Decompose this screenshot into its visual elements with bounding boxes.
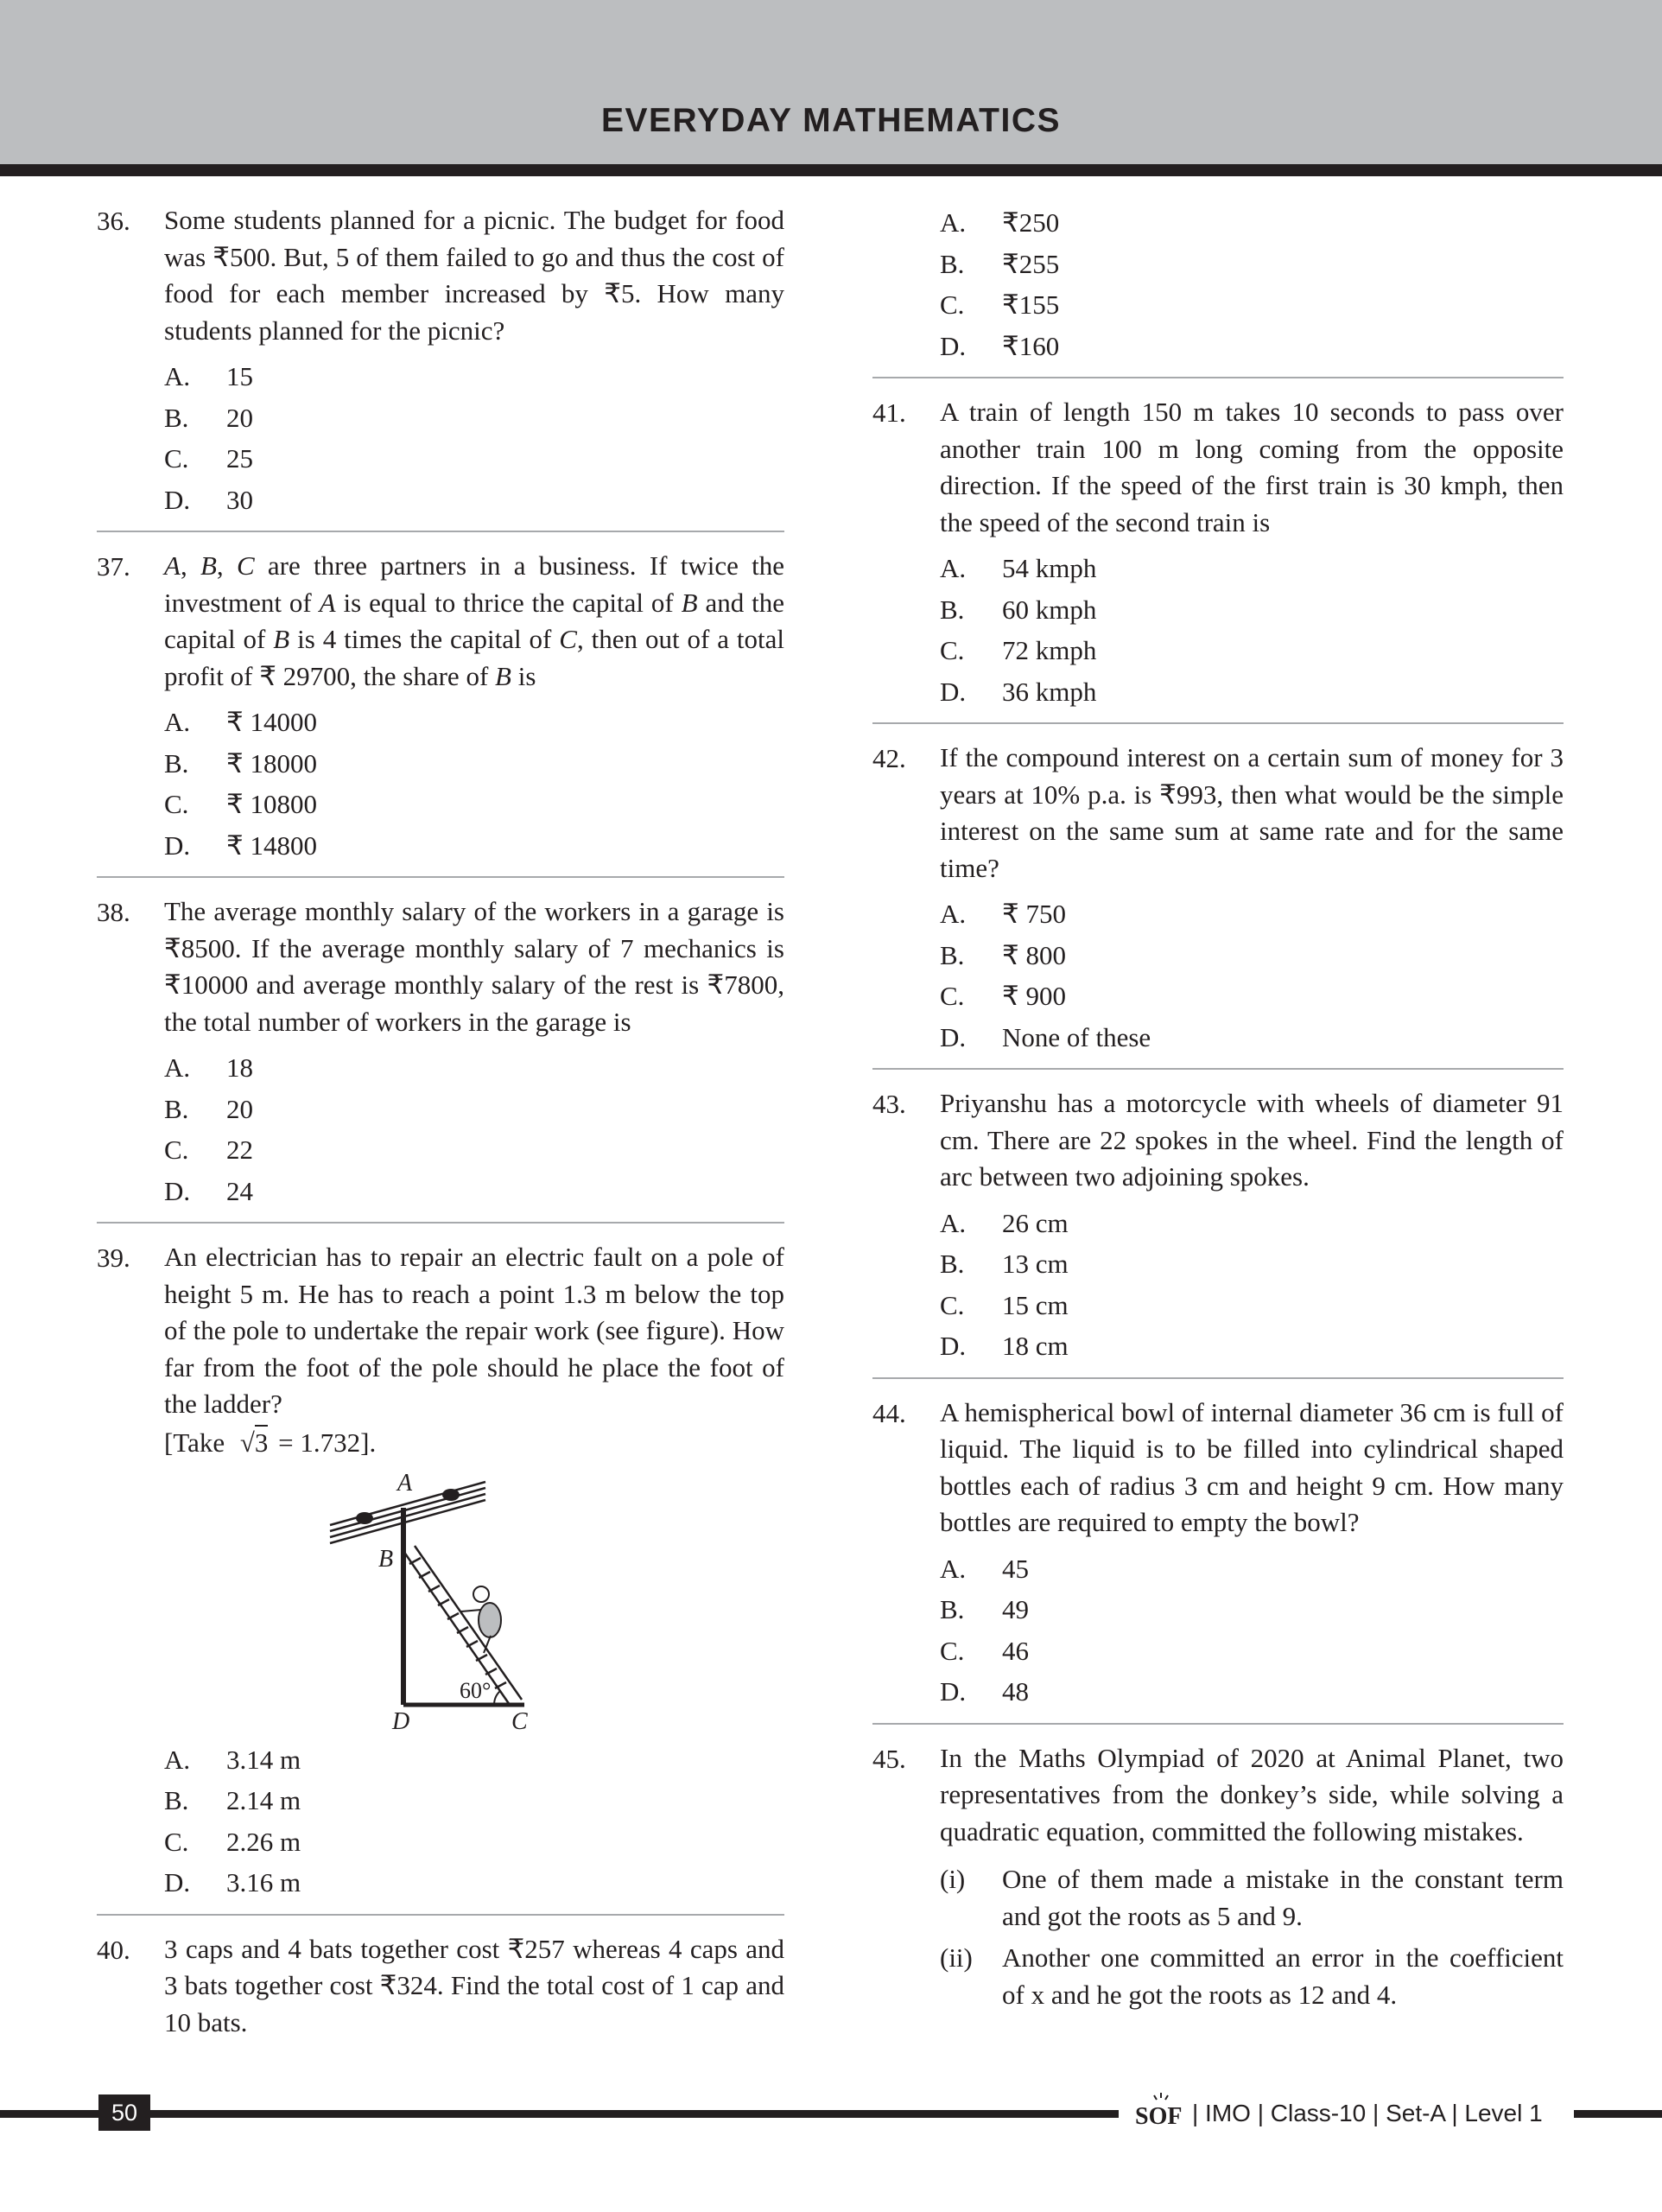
option-c[interactable] — [940, 630, 1564, 671]
option-d[interactable] — [940, 1671, 1564, 1713]
option-letter: A. — [164, 1052, 191, 1083]
sub-label: (ii) — [940, 1942, 973, 1973]
option-d[interactable] — [940, 1325, 1564, 1367]
option-d[interactable] — [164, 1171, 784, 1212]
option-text: 13 cm — [1002, 1249, 1069, 1279]
right-column — [872, 202, 1564, 2018]
option-text: 22 — [226, 1135, 253, 1165]
question-separator — [97, 876, 784, 878]
option-letter: C. — [164, 443, 189, 474]
option-text: 60 kmph — [1002, 594, 1097, 625]
option-letter: C. — [940, 1289, 965, 1320]
option-letter: C. — [940, 981, 965, 1011]
option-letter: B. — [940, 594, 965, 625]
options-list — [164, 702, 784, 866]
option-d[interactable] — [164, 825, 784, 867]
question-37 — [97, 548, 784, 866]
sqrt-symbol-icon: √ — [239, 1427, 255, 1458]
option-text: 20 — [226, 1093, 253, 1124]
question-36 — [97, 202, 784, 520]
options-list — [164, 1047, 784, 1211]
option-text: 24 — [226, 1175, 253, 1206]
option-a[interactable] — [940, 202, 1564, 244]
option-text: 46 — [1002, 1635, 1029, 1666]
option-text: 54 kmph — [1002, 553, 1097, 583]
option-letter: D. — [940, 676, 967, 707]
sub-text: Another one committed an error in the coefficient of x and he got the roots as 12 and 4. — [1002, 1942, 1564, 2010]
option-c[interactable] — [164, 1129, 784, 1171]
question-number: 43. — [872, 1089, 906, 1119]
option-a[interactable] — [164, 702, 784, 743]
options-list-q40 — [940, 202, 1564, 366]
sub-points — [940, 1860, 1564, 2013]
option-a[interactable] — [940, 1548, 1564, 1590]
option-c[interactable] — [164, 438, 784, 480]
option-text: 26 cm — [1002, 1207, 1069, 1238]
options-list — [164, 356, 784, 520]
option-d[interactable] — [940, 671, 1564, 713]
option-letter: B. — [940, 939, 965, 970]
option-text: 2.14 m — [226, 1785, 301, 1815]
option-b[interactable] — [164, 743, 784, 785]
option-d[interactable] — [164, 1862, 784, 1904]
option-a[interactable] — [940, 893, 1564, 935]
question-text: 3 caps and 4 bats together cost ₹257 whereas 4 caps and 3 bats together cost ₹324. Find the total cost of 1 cap and 10 bats. — [164, 1933, 784, 2037]
label-a: A — [397, 1469, 413, 1497]
option-letter: B. — [940, 1249, 965, 1279]
option-text: ₹ 14000 — [226, 707, 317, 737]
option-letter: A. — [940, 1207, 967, 1238]
sub-text: One of them made a mistake in the constant term and got the roots as 5 and 9. — [1002, 1864, 1564, 1931]
option-c[interactable] — [940, 1630, 1564, 1672]
question-separator — [872, 722, 1564, 724]
option-a[interactable] — [164, 356, 784, 397]
option-letter: C. — [940, 635, 965, 665]
question-text: A train of length 150 m takes 10 seconds to pass over another train 100 m long coming from the opposite direction. If the speed of the first train is 30 kmph, then the speed of the second train is — [940, 397, 1564, 537]
option-b[interactable] — [940, 1589, 1564, 1630]
question-number: 39. — [97, 1243, 130, 1273]
question-39 — [97, 1239, 784, 1904]
label-b: B — [378, 1545, 394, 1573]
left-column — [97, 202, 784, 2041]
option-letter: D. — [940, 330, 967, 361]
option-text: 18 — [226, 1052, 253, 1083]
option-letter: B. — [164, 1785, 189, 1815]
option-b[interactable] — [940, 589, 1564, 631]
question-41 — [872, 394, 1564, 712]
label-d: D — [392, 1707, 410, 1732]
option-text: 45 — [1002, 1553, 1029, 1584]
option-text: ₹160 — [1002, 330, 1060, 361]
sub-point-i — [940, 1860, 1564, 1935]
option-letter: D. — [164, 1867, 191, 1897]
option-letter: D. — [164, 830, 191, 861]
option-letter: D. — [164, 484, 191, 515]
option-text: ₹255 — [1002, 248, 1060, 279]
option-b[interactable] — [164, 397, 784, 439]
option-letter: B. — [164, 1093, 189, 1124]
question-43 — [872, 1085, 1564, 1367]
options-list — [940, 1203, 1564, 1367]
option-c[interactable] — [164, 784, 784, 825]
option-text: 2.26 m — [226, 1826, 301, 1857]
question-separator — [872, 1377, 1564, 1379]
logo-text: SOF — [1135, 2103, 1183, 2129]
sub-label: (i) — [940, 1864, 966, 1894]
question-separator — [97, 1222, 784, 1224]
sub-point-ii — [940, 1939, 1564, 2013]
question-number: 42. — [872, 743, 906, 773]
option-letter: B. — [164, 402, 189, 433]
option-text: ₹ 750 — [1002, 899, 1066, 929]
question-number: 40. — [97, 1934, 130, 1965]
option-text: ₹ 14800 — [226, 830, 317, 861]
option-d[interactable] — [940, 1017, 1564, 1058]
question-number: 45. — [872, 1743, 906, 1774]
option-letter: D. — [164, 1175, 191, 1206]
label-c: C — [511, 1707, 528, 1732]
option-letter: D. — [940, 1676, 967, 1707]
option-letter: B. — [940, 1594, 965, 1624]
option-text: ₹ 10800 — [226, 789, 317, 819]
question-number: 36. — [97, 206, 130, 236]
option-text: 20 — [226, 402, 253, 433]
option-c[interactable] — [940, 1285, 1564, 1326]
question-number: 37. — [97, 551, 130, 582]
page-header — [0, 0, 1662, 164]
question-separator — [872, 377, 1564, 378]
option-c[interactable] — [164, 1821, 784, 1863]
question-separator — [97, 1914, 784, 1916]
question-text: A hemispherical bowl of internal diameter 36 cm is full of liquid. The liquid is to be filled into cylindrical shaped bottles each of radius 3 cm and height 9 cm. How many bottles are required to empty the bowl? — [940, 1396, 1564, 1537]
options-list — [940, 893, 1564, 1058]
option-text: 49 — [1002, 1594, 1029, 1624]
option-letter: C. — [940, 289, 965, 320]
options-list — [940, 548, 1564, 712]
option-text: 15 — [226, 361, 253, 391]
option-b[interactable] — [940, 244, 1564, 285]
option-letter: A. — [164, 361, 191, 391]
option-text: ₹ 800 — [1002, 939, 1066, 970]
question-text: The average monthly salary of the workers in a garage is ₹8500. If the average monthly salary of 7 mechanics is ₹10000 and average monthly salary of the rest is ₹7800, the total number of workers in the garage is — [164, 896, 784, 1037]
option-text: 48 — [1002, 1676, 1029, 1707]
ladder-diagram — [321, 1465, 580, 1732]
question-text: Some students planned for a picnic. The budget for food was ₹500. But, 5 of them failed to go and thus the cost of food for each member increased by ₹5. How many students planned for the picnic? — [164, 205, 784, 346]
angle-label: 60° — [460, 1677, 492, 1703]
option-text: ₹250 — [1002, 207, 1060, 238]
footer-rule-left — [0, 2110, 1119, 2118]
option-d[interactable] — [164, 480, 784, 521]
option-letter: C. — [940, 1635, 965, 1666]
option-d[interactable] — [940, 326, 1564, 367]
question-number: 44. — [872, 1397, 906, 1428]
option-letter: C. — [164, 1826, 189, 1857]
option-letter: A. — [164, 1744, 191, 1775]
section-title: EVERYDAY MATHEMATICS — [600, 102, 1061, 139]
option-letter: C. — [164, 789, 189, 819]
question-separator — [872, 1068, 1564, 1070]
question-text: In the Maths Olympiad of 2020 at Animal Planet, two representatives from the donkey’s side, while solving a quadratic equation, committed the following mistakes. — [940, 1742, 1564, 1847]
option-text: 3.14 m — [226, 1744, 301, 1775]
question-38 — [97, 893, 784, 1211]
option-a[interactable] — [940, 548, 1564, 589]
question-separator — [97, 531, 784, 532]
option-text: 30 — [226, 484, 253, 515]
option-letter: D. — [940, 1021, 967, 1052]
question-42 — [872, 740, 1564, 1058]
option-text: 36 kmph — [1002, 676, 1097, 707]
option-a[interactable] — [164, 1739, 784, 1781]
question-number: 41. — [872, 397, 906, 428]
options-list — [164, 1739, 784, 1904]
question-text: Priyanshu has a motorcycle with wheels of diameter 91 cm. There are 22 spokes in the wheel. Find the length of arc between two adjoining spokes. — [940, 1088, 1564, 1192]
option-letter: B. — [940, 248, 965, 279]
option-letter: A. — [940, 899, 967, 929]
option-text: None of these — [1002, 1021, 1151, 1052]
option-a[interactable] — [940, 1203, 1564, 1244]
header-rule — [0, 164, 1662, 176]
sqrt-radicand: 3 — [255, 1425, 269, 1458]
option-text: 15 cm — [1002, 1289, 1069, 1320]
question-text: If the compound interest on a certain sum of money for 3 years at 10% p.a. is ₹993, then what would be the simple interest on the same sum at same rate and for the same time? — [940, 742, 1564, 883]
option-a[interactable] — [164, 1047, 784, 1089]
ladder-figure — [321, 1465, 580, 1732]
question-separator — [872, 1723, 1564, 1725]
option-letter: A. — [940, 207, 967, 238]
question-40 — [97, 1931, 784, 2042]
option-text: 72 kmph — [1002, 635, 1097, 665]
sqrt-hint — [164, 1425, 784, 1461]
option-b[interactable] — [164, 1780, 784, 1821]
option-letter: D. — [940, 1331, 967, 1361]
question-44 — [872, 1395, 1564, 1713]
page-number: 50 — [98, 2094, 150, 2131]
option-text: ₹ 18000 — [226, 747, 317, 779]
option-letter: A. — [940, 1553, 967, 1584]
hint-suffix: = 1.732]. — [278, 1427, 377, 1458]
option-letter: B. — [164, 747, 189, 779]
option-text: 18 cm — [1002, 1331, 1069, 1361]
options-list — [940, 1548, 1564, 1713]
option-c[interactable] — [940, 284, 1564, 326]
option-letter: A. — [164, 707, 191, 737]
sof-logo-icon — [1133, 2091, 1189, 2129]
option-c[interactable] — [940, 976, 1564, 1017]
question-number: 38. — [97, 897, 130, 927]
option-letter: A. — [940, 553, 967, 583]
option-b[interactable] — [164, 1089, 784, 1130]
question-text: An electrician has to repair an electric fault on a pole of height 5 m. He has to reach a point 1.3 m below the top of the pole to undertake the repair work (see figure). How far from the foot of the pole should he place the foot of the ladder? — [164, 1242, 784, 1419]
option-text: 25 — [226, 443, 253, 474]
option-text: ₹155 — [1002, 289, 1060, 320]
option-text: 3.16 m — [226, 1867, 301, 1897]
question-45 — [872, 1740, 1564, 2014]
hint-prefix: [Take — [164, 1427, 225, 1458]
option-letter: C. — [164, 1135, 189, 1165]
option-b[interactable] — [940, 935, 1564, 976]
option-b[interactable] — [940, 1243, 1564, 1285]
question-text: A, B, C are three partners in a business. If twice the investment of A is equal to thrice the capital of B and the capital of B is 4 times the capital of C, then out of a total profit of ₹ 29700, the share of B is — [164, 550, 785, 691]
footer-rule-right — [1574, 2110, 1662, 2118]
footer-details: | IMO | Class-10 | Set-A | Level 1 — [1192, 2100, 1543, 2126]
option-text: ₹ 900 — [1002, 981, 1066, 1011]
